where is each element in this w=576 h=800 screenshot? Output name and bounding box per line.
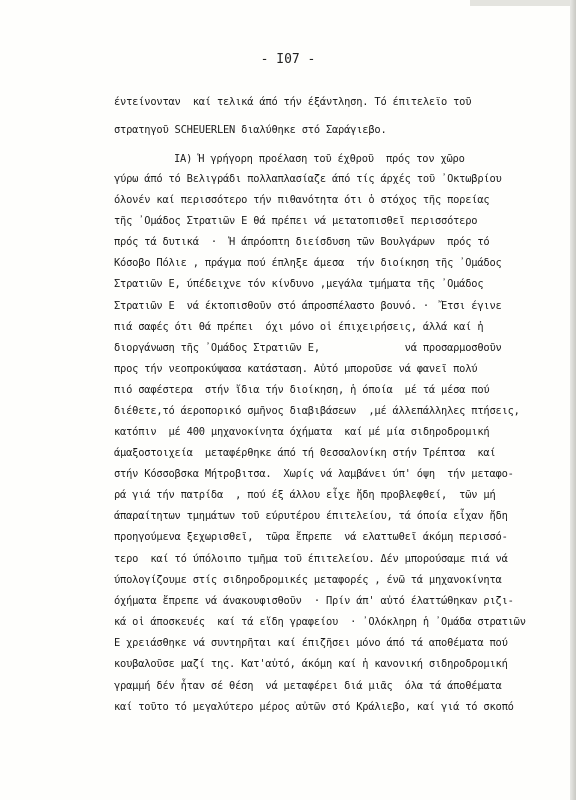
text-line: Κόσοβο Πόλιε , πράγμα πού έπληξε άμεσα τήν διοίκηση τῆς ᾿Ομάδος <box>114 257 502 269</box>
text-line: πρός τά δυτικά · Ἡ άπρόοπτη διείσδυση τῶν Βουλγάρων πρός τό <box>114 236 490 248</box>
text-line: άμαξοστοιχεία μεταφέρθηκε άπό τή Θεσσαλονίκη στήν Τρέπτσα καί <box>114 447 496 459</box>
text-line: τῆς ᾿Ομάδος Στρατιῶν Ε θά πρέπει νά μετατοπισθεῖ περισσότερο <box>114 215 478 227</box>
text-line: IA) Ἡ γρήγορη προέλαση τοῦ έχθροῦ πρός τον χῶρο <box>174 153 465 165</box>
text-line: κουβαλοῦσε μαζί της. Κατ'αὐτό, άκόμη καί ἡ κανονική σιδηροδρομική <box>114 658 508 670</box>
page-number: - I07 - <box>260 52 316 67</box>
text-line: κά οἱ άποσκευές καί τά εἴδη γραφείου · ᾿Ολόκληρη ἡ ᾿Ομάδα στρατιῶν <box>114 616 526 628</box>
text-line: Στρατιῶν Ε, ύπέδειχνε τόν κίνδυνο ,μεγάλα τμήματα τῆς ᾿Ομάδος <box>114 278 484 290</box>
text-line: προηγούμενα ξεχωρισθεῖ, τῶρα ἔπρεπε νά ελαττωθεῖ άκόμη περισσό- <box>114 531 508 543</box>
text-line: στρατηγοῦ SCHEUERLEN διαλύθηκε στό Σαράγιεβο. <box>114 124 387 136</box>
text-line: γύρω άπό τό Βελιγράδι πολλαπλασίαζε άπό τίς άρχές τοῦ ᾿Οκτωβρίου <box>114 173 502 185</box>
text-line: έντείνονταν καί τελικά άπό τήν έξάντληση. Τό έπιτελεϊο τοῦ <box>114 96 472 108</box>
text-line: πιό σαφέστερα στήν ἴδια τήν διοίκηση, ἡ όποία μέ τά μέσα πού <box>114 384 490 396</box>
text-line: όλονέν καί περισσότερο τήν πιθανότητα ότι ὁ στόχος τῆς πορείας <box>114 194 490 206</box>
text-line: άπαραίτητων τμημάτων τοῦ εύρυτέρου έπιτελείου, τά όποία εἶχαν ἤδη <box>114 510 508 522</box>
text-line: διοργάνωση τῆς ᾿Ομάδος Στρατιῶν Ε, νά προσαρμοσθοῦν <box>114 342 502 354</box>
text-line: καί τοῦτο τό μεγαλύτερο μέρος αὐτῶν στό Κράλιεβο, καί γιά τό σκοπό <box>114 701 514 713</box>
text-line: όχήματα ἔπρεπε νά άνακουφισθοῦν · Πρίν άπ' αὐτό έλαττώθηκαν ριζι- <box>114 595 514 607</box>
text-line: Ε χρειάσθηκε νά συντηρῆται καί έπιζῆσει μόνο άπό τά αποθέματα πού <box>114 637 508 649</box>
text-line: ρά γιά τήν πατρίδα , πού έξ άλλου εἶχε ἤδη προβλεφθεί, τῶν μή <box>114 489 496 501</box>
text-line: κατόπιν μέ 400 μηχανοκίνητα όχήματα καί μέ μία σιδηροδρομική <box>114 426 490 438</box>
text-line: τερο καί τό ύπόλοιπο τμῆμα τοῦ έπιτελείου. Δέν μπορούσαμε πιά νά <box>114 553 508 565</box>
text-line: διέθετε,τό άεροπορικό σμῆνος διαβιβάσεων ,μέ άλλεπάλληλες πτήσεις, <box>114 405 520 417</box>
text-line: στήν Κόσσοβσκα Μήτροβιτσα. Χωρίς νά λαμβάνει ύπ' όψη τήν μεταφο- <box>114 468 514 480</box>
text-line: πιά σαφές ότι θά πρέπει όχι μόνο οἱ έπιχειρήσεις, άλλά καί ἡ <box>114 321 484 333</box>
text-line: γραμμή δέν ἦταν σέ θέση νά μεταφέρει διά μιᾶς όλα τά άποθέματα <box>114 680 502 692</box>
text-line: ύπολογίζουμε στίς σιδηροδρομικές μεταφορές , ένῶ τά μηχανοκίνητα <box>114 574 502 586</box>
text-line: προς τήν νεοπροκύψασα κατάσταση. Αὐτό μποροῦσε νά φανεῖ πολύ <box>114 363 478 375</box>
text-line: Στρατιῶν Ε νά έκτοπισθοῦν στό άπροσπέλαστο βουνό. · Ἔτσι έγινε <box>114 300 502 312</box>
